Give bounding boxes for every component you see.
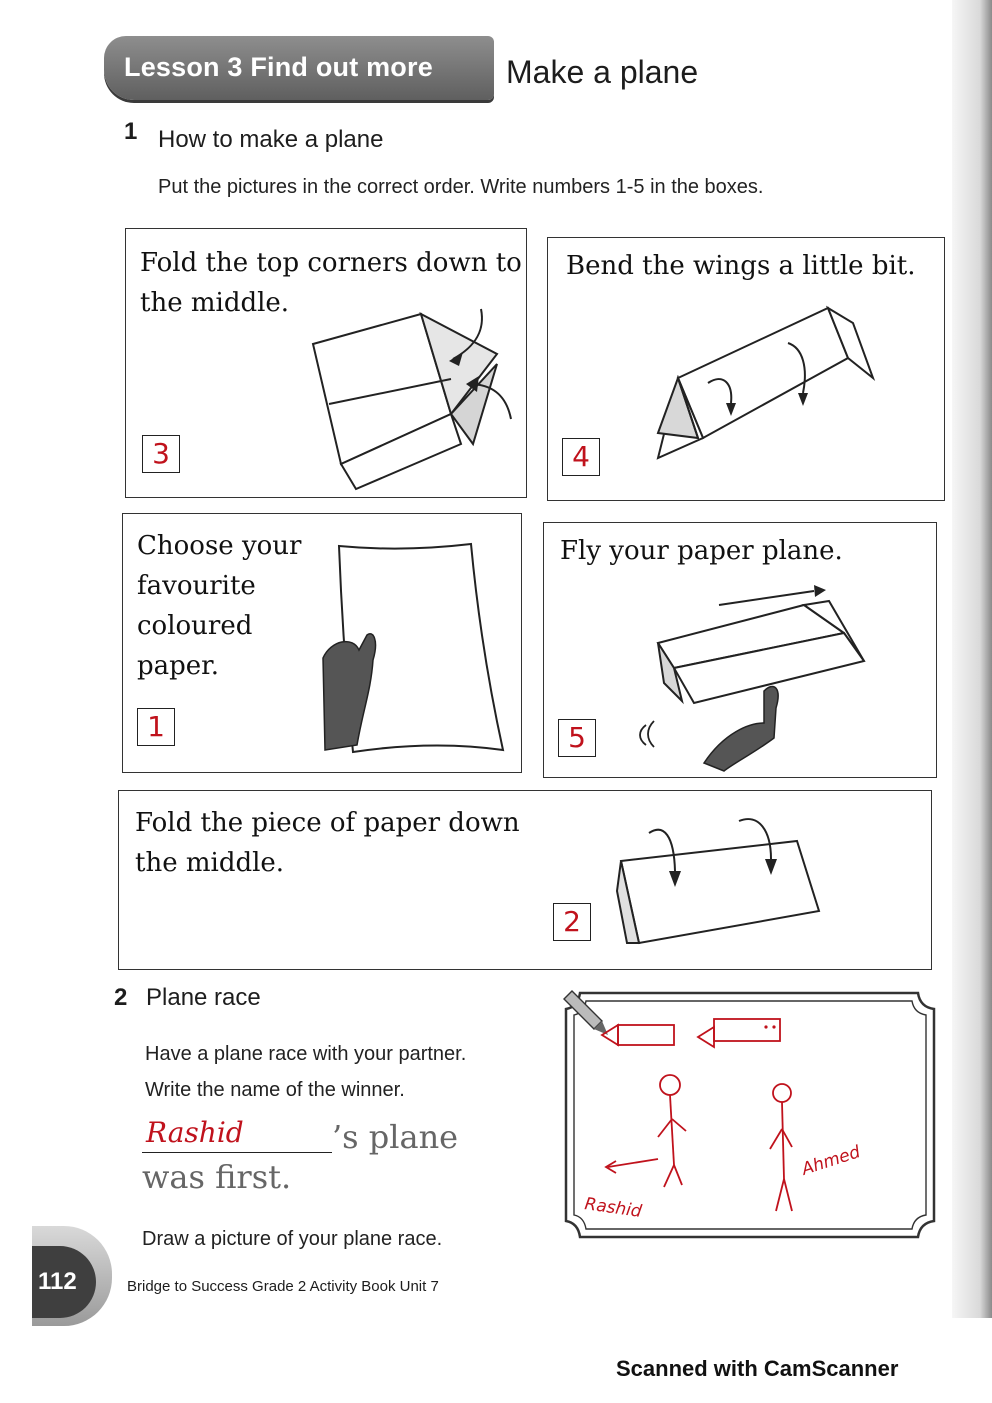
drawing-label-left: Rashid [583, 1194, 643, 1222]
answer-box[interactable] [137, 708, 175, 746]
step-text-line: the middle. [135, 848, 285, 878]
winner-suffix: ’s plane [332, 1118, 459, 1156]
answer-box[interactable] [558, 719, 596, 757]
answer-value: 3 [152, 437, 170, 470]
answer-box[interactable] [562, 438, 600, 476]
step-text-line: Choose your [137, 531, 302, 561]
answer-value: 1 [147, 710, 165, 743]
step-text-line: paper. [137, 651, 220, 681]
step-text-line: favourite [137, 571, 256, 601]
winner-blank-line [142, 1152, 332, 1153]
section-instruction [145, 1036, 466, 1108]
hand-icon [704, 686, 778, 771]
bend-wings-illustration [638, 298, 918, 468]
section-title: How to make a plane [158, 126, 384, 153]
page-number: 112 [38, 1268, 77, 1295]
step-card-fly-plane [543, 522, 937, 778]
winner-line-two: was first. [142, 1158, 292, 1196]
step-card-fold-corners [125, 228, 527, 498]
lesson-label: Lesson 3 Find out more [124, 52, 433, 82]
answer-value: 2 [563, 905, 581, 938]
fold-corners-illustration [301, 304, 521, 494]
instruction-line: Write the name of the winner. [145, 1079, 405, 1101]
winner-name[interactable]: Rashid [146, 1116, 244, 1149]
step-text-line: Fly your paper plane. [560, 536, 843, 566]
step-text-line: the middle. [140, 288, 290, 318]
drawing-area[interactable] [562, 989, 938, 1241]
arrow-icon [719, 591, 814, 605]
instruction-line: Have a plane race with your partner. [145, 1043, 467, 1065]
answer-value: 5 [568, 721, 586, 754]
scanner-watermark: Scanned with CamScanner [616, 1356, 899, 1381]
step-card-choose-paper [122, 513, 522, 773]
section-number: 1 [124, 118, 138, 145]
lesson-header-pill [104, 36, 494, 100]
step-card-fold-middle [118, 790, 932, 970]
draw-instruction: Draw a picture of your plane race. [142, 1228, 443, 1250]
section-number: 2 [114, 984, 128, 1011]
step-text-line: Fold the piece of paper down [135, 808, 520, 838]
section-title: Plane race [146, 984, 261, 1011]
answer-box[interactable] [142, 435, 180, 473]
answer-value: 4 [572, 440, 590, 473]
section-instruction: Put the pictures in the correct order. Write numbers 1-5 in the boxes. [158, 176, 764, 198]
drawing-label-right: Ahmed [799, 1142, 863, 1180]
step-text-line: coloured [137, 611, 253, 641]
step-text-line: Bend the wings a little bit. [566, 251, 916, 281]
step-card-bend-wings [547, 237, 945, 501]
page-title: Make a plane [506, 54, 699, 90]
choose-paper-illustration [313, 540, 513, 760]
book-title: Bridge to Success Grade 2 Activity Book Unit 7 [127, 1278, 439, 1295]
fly-plane-illustration [624, 573, 924, 773]
fold-middle-illustration [609, 811, 839, 961]
scan-page-edge [952, 0, 992, 1320]
answer-box[interactable] [553, 903, 591, 941]
step-text-line: Fold the top corners down to [140, 248, 522, 278]
